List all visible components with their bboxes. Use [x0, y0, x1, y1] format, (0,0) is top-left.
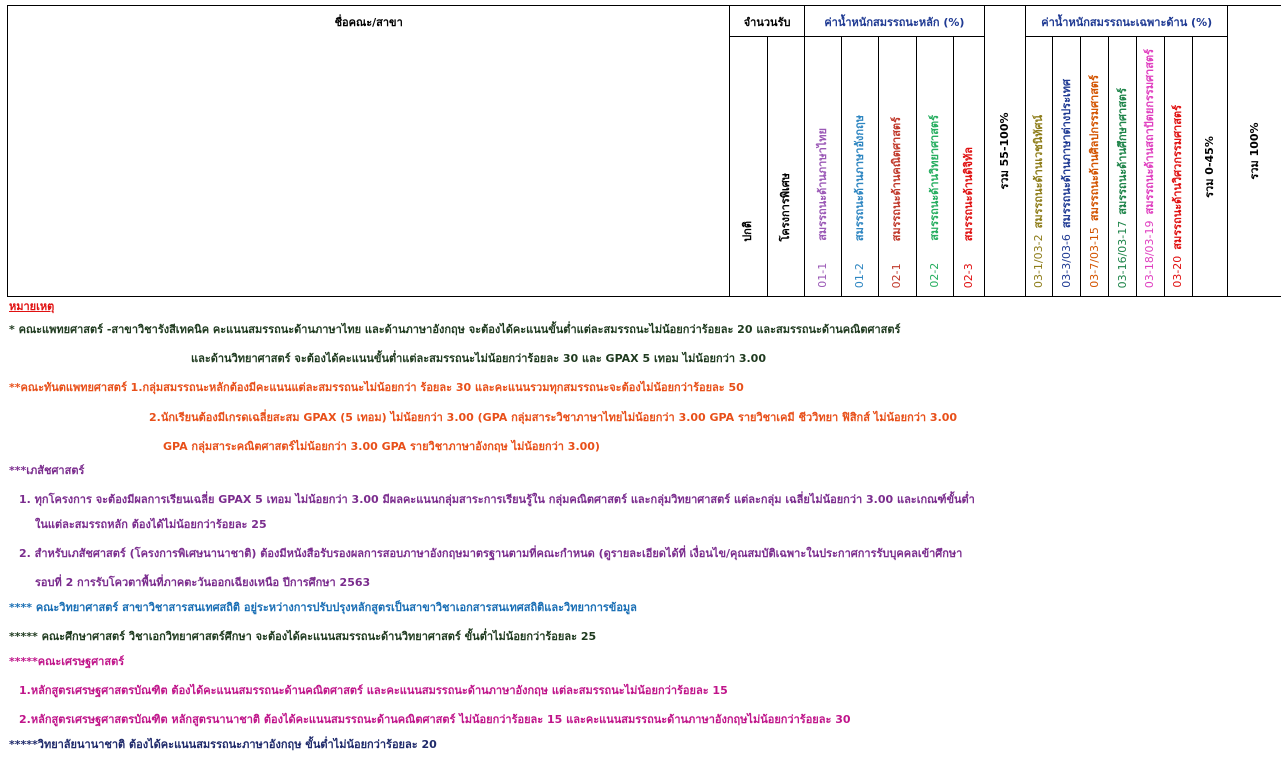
weighting-header-table	[7, 5, 1281, 297]
core-total-header	[984, 6, 1025, 297]
note-line: 1.หลักสูตรเศรษฐศาสตรบัณฑิต ต้องได้คะแนนสมรรถนะด้านคณิตศาสตร์ และคะแนนสมรรถนะด้านภาษาอังกฤษ แต่ละสมรรถนะไม่น้อยกว่าร้อยละ 15	[19, 684, 728, 697]
core-group-header: ค่าน้ำหนักสมรรถนะหลัก (%)	[804, 6, 984, 37]
note-line: **คณะทันตแพทยศาสตร์ 1.กลุ่มสมรรถนะหลักต้องมีคะแนนแต่ละสมรรถนะไม่น้อยกว่า ร้อยละ 30 และคะแนนรวมทุกสมรรถนะจะต้องไม่น้อยกว่าร้อยละ 50	[9, 381, 744, 394]
spec-col-label: 03-1/03-2สมรรถนะด้านเวชนิทัศน์	[1032, 114, 1046, 288]
core-col-label: 02-2สมรรถนะด้านวิทยาศาสตร์	[927, 115, 941, 288]
spec-col-label: 03-3/03-6สมรรถนะด้านภาษาต่างประเทศ	[1059, 79, 1073, 288]
note-line: * คณะแพทยศาสตร์ -สาขาวิชารังสีเทคนิค คะแนนสมรรถนะด้านภาษาไทย และด้านภาษาอังกฤษ จะต้องได้คะแนนขั้นต่ำแต่ละสมรรถนะไม่น้อยกว่าร้อยละ 20 และสมรรถนะด้านคณิตศาสตร์	[9, 323, 901, 336]
core-col-02-2	[916, 37, 953, 297]
specific-total-label: รวม 0-45%	[1202, 135, 1216, 198]
note-line: *****วิทยาลัยนานาชาติ ต้องได้คะแนนสมรรถนะภาษาอังกฤษ ขั้นต่ำไม่น้อยกว่าร้อยละ 20	[9, 738, 437, 751]
note-line: **** คณะวิทยาศาสตร์ สาขาวิชาสารสนเทศสถิติ อยู่ระหว่างการปรับปรุงหลักสูตรเป็นสาขาวิชาเอกสารสนเทศสถิติและวิทยาการข้อมูล	[9, 601, 637, 614]
admission-header: จำนวนรับ	[730, 6, 805, 37]
grand-total-label: รวม 100%	[1247, 122, 1261, 180]
spec-col-label: 03-20สมรรถนะด้านวิศวกรรมศาสตร์	[1171, 105, 1185, 288]
spec-col-03-3	[1053, 37, 1081, 297]
note-line: 2.นักเรียนต้องมีเกรดเฉลี่ยสะสม GPAX (5 เทอม) ไม่น้อยกว่า 3.00 (GPA กลุ่มสาระวิชาภาษาไทยไม่น้อยกว่า 3.00 GPA รายวิชาเคมี ชีววิทยา ฟิสิกส์ ไม่น้อยกว่า 3.00	[149, 411, 958, 424]
core-col-label: 01-1สมรรถนะด้านภาษาไทย	[815, 128, 829, 288]
note-line: 1. ทุกโครงการ จะต้องมีผลการเรียนเฉลี่ย GPAX 5 เทอม ไม่น้อยกว่า 3.00 มีผลคะแนนกลุ่มสาระการเรียนรู้ใน กลุ่มคณิตศาสตร์ และกลุ่มวิทยาศาสตร์ แต่ละกลุ่ม เฉลี่ยไม่น้อยกว่า 3.00 และเกณฑ์ขั้นต่ำ	[19, 493, 975, 506]
note-line: ***** คณะศึกษาศาสตร์ วิชาเอกวิทยาศาสตร์ศึกษา จะต้องได้คะแนนสมรรถนะด้านวิทยาศาสตร์ ขั้นต่ำไม่น้อยกว่าร้อยละ 25	[9, 630, 597, 643]
spec-col-label: 03-16/03-17สมรรถนะด้านศึกษาศาสตร์	[1115, 87, 1129, 288]
note-line: และด้านวิทยาศาสตร์ จะต้องได้คะแนนขั้นต่ำแต่ละสมรรถนะไม่น้อยกว่าร้อยละ 30 และ GPAX 5 เทอม ไม่น้อยกว่า 3.00	[191, 352, 766, 365]
spec-col-03-1	[1026, 37, 1053, 297]
note-line: 2. สำหรับเภสัชศาสตร์ (โครงการพิเศษนานาชาติ) ต้องมีหนังสือรับรองผลการสอบภาษาอังกฤษมาตรฐานตามที่คณะกำหนด (ดูรายละเอียดได้ที่ เงื่อนไข/คุณสมบัติเฉพาะในประกาศการรับบุคคลเข้าศึกษา	[19, 547, 963, 560]
spec-col-label: 03-18/03-19สมรรถนะด้านสถาปัตยกรรมศาสตร์	[1143, 48, 1157, 288]
specific-total-header	[1192, 37, 1227, 297]
core-col-02-3	[953, 37, 984, 297]
note-line: รอบที่ 2 การรับโควตาพื้นที่ภาคตะวันออกเฉียงเหนือ ปีการศึกษา 2563	[35, 576, 371, 589]
spec-col-03-7	[1081, 37, 1109, 297]
grand-total-header	[1228, 6, 1281, 297]
faculty-header: ชื่อคณะ/สาขา	[8, 6, 730, 297]
notes-heading: หมายเหตุ	[9, 300, 55, 313]
spec-col-03-16	[1109, 37, 1137, 297]
core-col-label: 01-2สมรรถนะด้านภาษาอังกฤษ	[853, 114, 867, 288]
regular-label: ปกติ	[741, 221, 755, 242]
core-total-label: รวม 55-100%	[998, 112, 1012, 190]
note-line: 2.หลักสูตรเศรษฐศาสตรบัณฑิต หลักสูตรนานาชาติ ต้องได้คะแนนสมรรถนะด้านคณิตศาสตร์ ไม่น้อยกว่าร้อยละ 15 และคะแนนสมรรถนะด้านภาษาอังกฤษไม่น้อยกว่าร้อยละ 30	[19, 713, 851, 726]
spec-col-label: 03-7/03-15สมรรถนะด้านศิลปกรรมศาสตร์	[1087, 75, 1101, 288]
note-line: ในแต่ละสมรรถหลัก ต้องได้ไม่น้อยกว่าร้อยละ 25	[35, 518, 267, 531]
note-line: GPA กลุ่มสาระคณิตศาสตร์ไม่น้อยกว่า 3.00 GPA รายวิชาภาษาอังกฤษ ไม่น้อยกว่า 3.00)	[163, 440, 600, 453]
core-col-01-1	[804, 37, 841, 297]
spec-col-03-20	[1164, 37, 1192, 297]
special-label: โครงการพิเศษ	[778, 173, 792, 242]
specific-group-header: ค่าน้ำหนักสมรรถนะเฉพาะด้าน (%)	[1026, 6, 1228, 37]
special-header	[767, 37, 804, 297]
core-col-02-1	[879, 37, 916, 297]
core-col-label: 02-1สมรรถนะด้านคณิตศาสตร์	[890, 116, 904, 288]
regular-header	[730, 37, 767, 297]
note-line: *****คณะเศรษฐศาสตร์	[9, 655, 125, 668]
note-line: ***เภสัชศาสตร์	[9, 464, 85, 477]
core-col-label: 02-3สมรรถนะด้านดิจิทัล	[961, 146, 975, 288]
spec-col-03-18	[1137, 37, 1165, 297]
core-col-01-2	[842, 37, 879, 297]
